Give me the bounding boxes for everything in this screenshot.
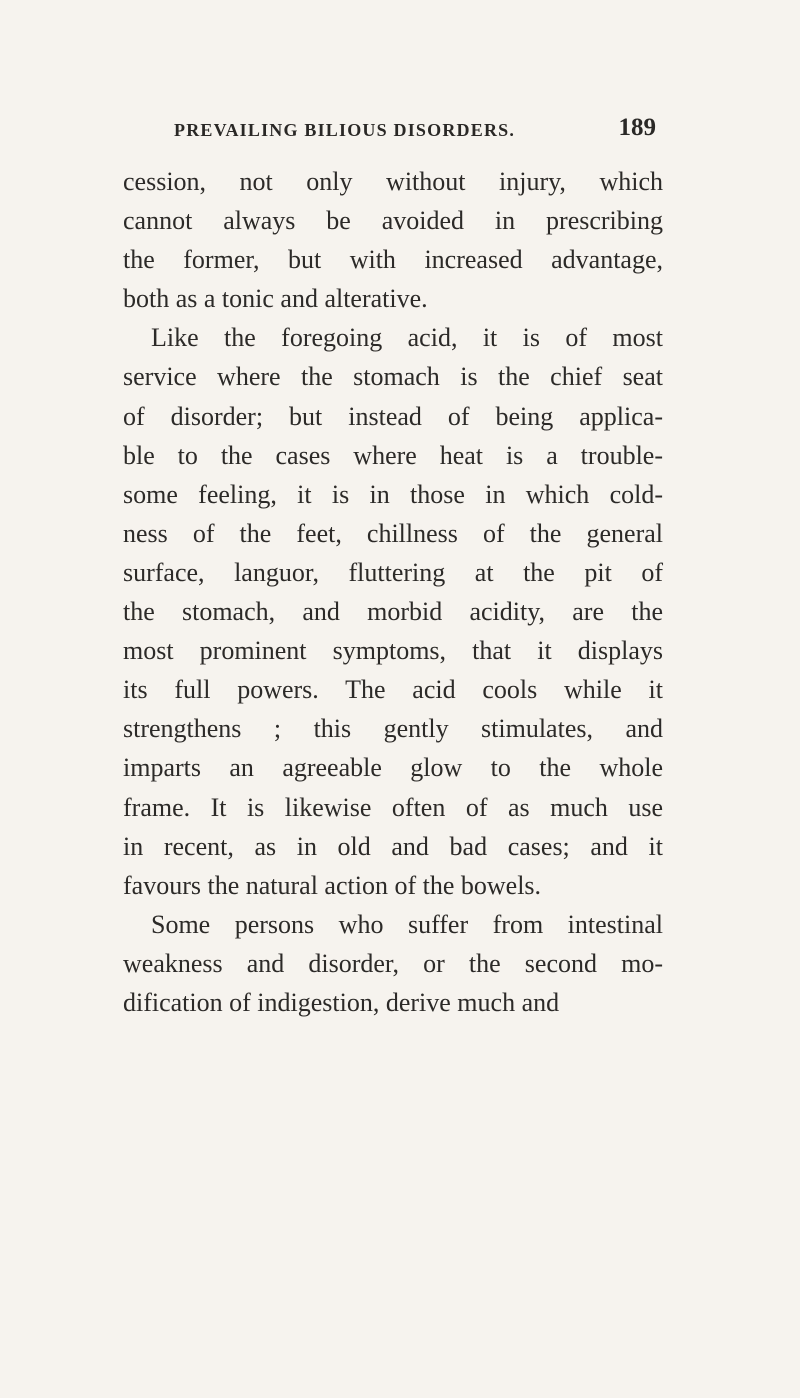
text-line: Some persons who suffer from intestinal	[151, 909, 663, 939]
text-line: dification of indigestion, derive much and	[123, 987, 560, 1017]
body-text	[123, 162, 663, 1022]
text-line: service where the stomach is the chief seat	[123, 362, 663, 392]
text-line: most prominent symptoms, that it displays	[123, 636, 663, 666]
page-header	[120, 114, 656, 150]
text-line: its full powers. The acid cools while it	[123, 675, 663, 705]
text-line: imparts an agreeable glow to the whole	[123, 753, 663, 783]
text-line: Like the foregoing acid, it is of most	[151, 323, 663, 353]
text-line: the stomach, and morbid acidity, are the	[123, 597, 663, 627]
text-line: some feeling, it is in those in which cold-	[123, 479, 663, 509]
running-head: PREVAILING BILIOUS DISORDERS.	[174, 120, 516, 140]
text-line: cannot always be avoided in prescribing	[123, 206, 663, 236]
text-line: both as a tonic and alterative.	[123, 284, 428, 314]
text-line: ness of the feet, chillness of the general	[123, 518, 663, 548]
text-line: in recent, as in old and bad cases; and it	[123, 831, 663, 861]
text-line: the former, but with increased advantage,	[123, 245, 663, 275]
text-line: frame. It is likewise often of as much use	[123, 792, 663, 822]
text-line: surface, languor, fluttering at the pit of	[123, 557, 663, 587]
text-line: strengthens ; this gently stimulates, and	[123, 714, 663, 744]
text-line: favours the natural action of the bowels.	[123, 870, 542, 900]
text-line: of disorder; but instead of being applica-	[123, 401, 663, 431]
text-line: weakness and disorder, or the second mo-	[123, 948, 663, 978]
text-line: cession, not only without injury, which	[123, 167, 663, 196]
page-number: 189	[618, 114, 656, 141]
text-line: ble to the cases where heat is a trouble-	[123, 440, 663, 470]
